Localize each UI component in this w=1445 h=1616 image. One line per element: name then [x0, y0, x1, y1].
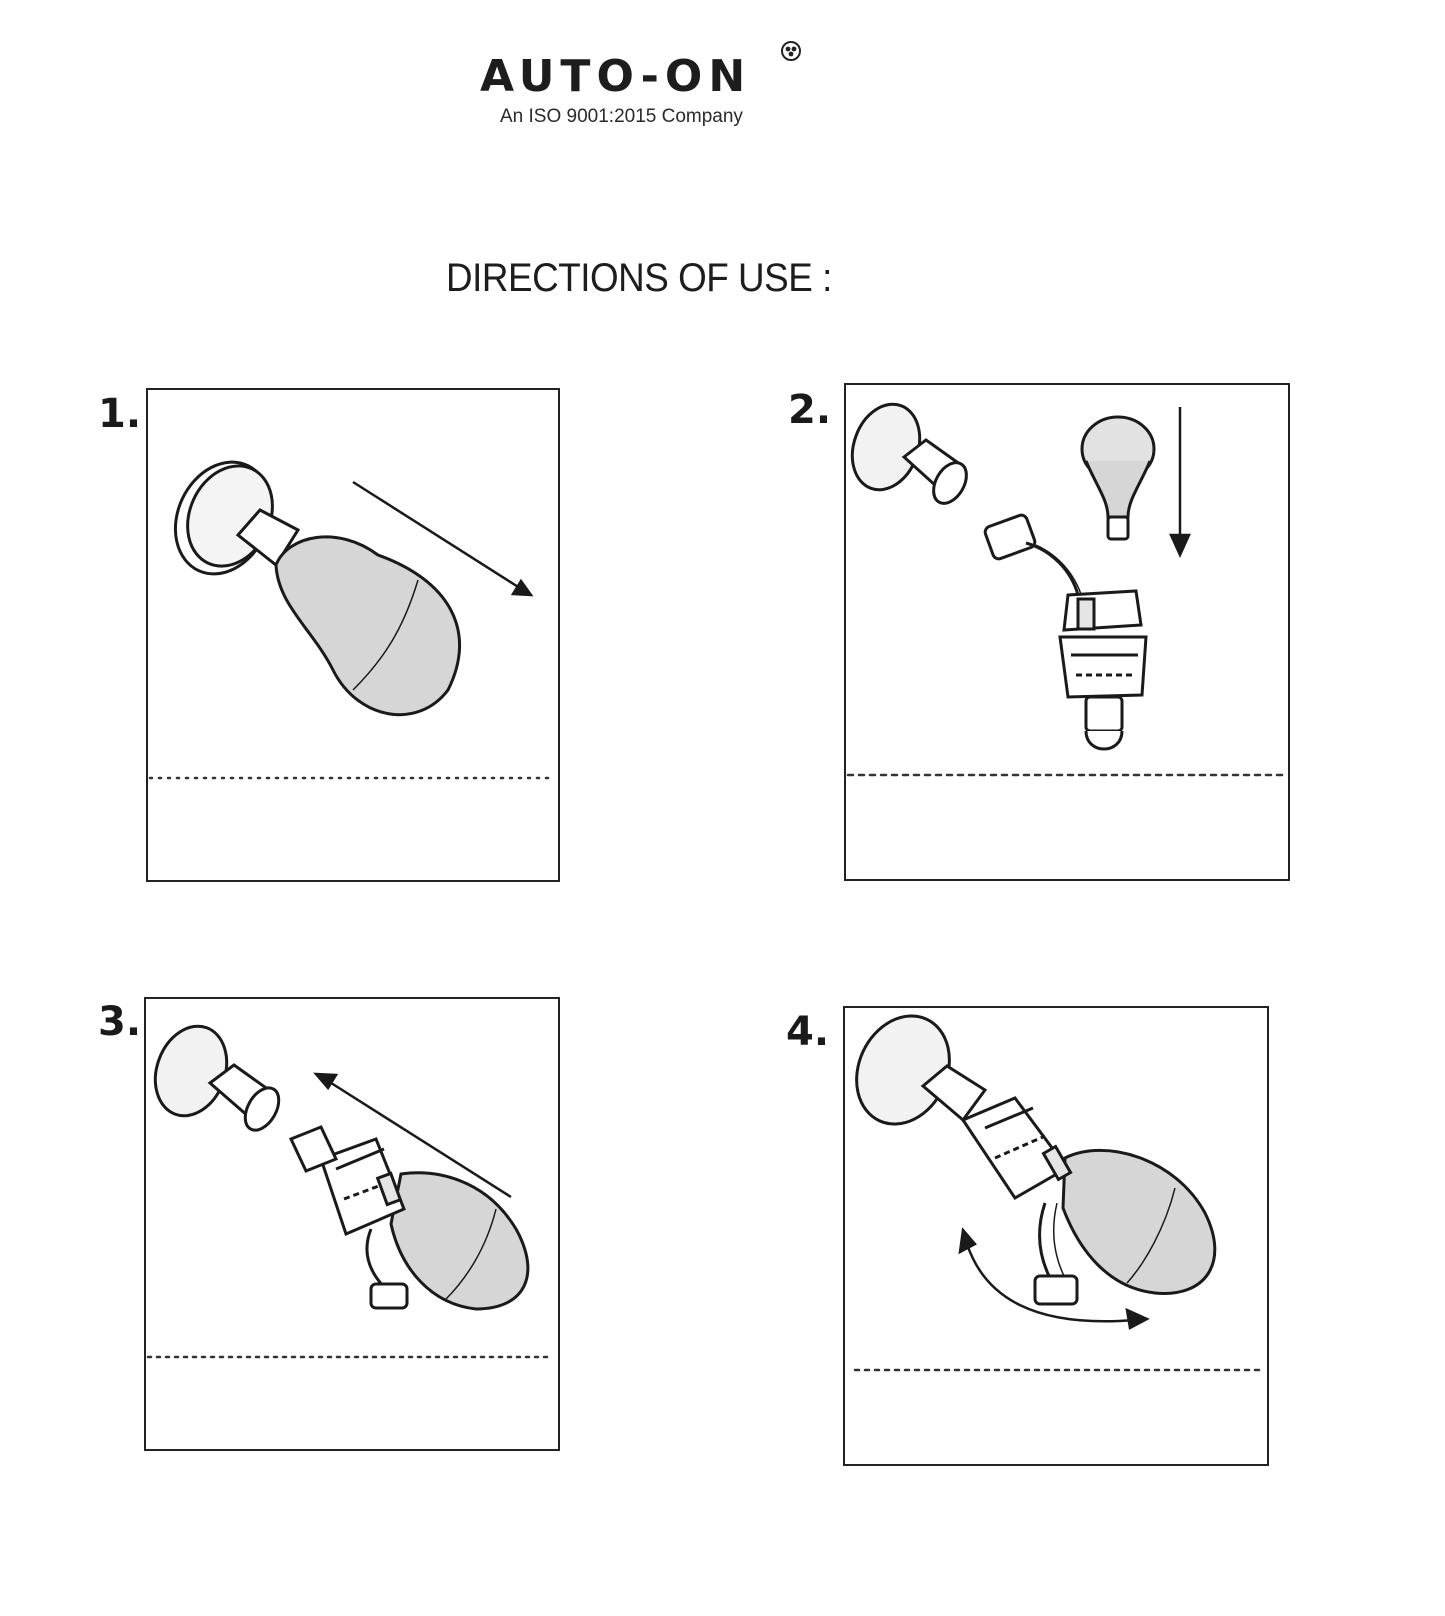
ceiling-holder-icon [146, 1016, 286, 1136]
led-bulb-icon [1082, 417, 1154, 539]
bulb-with-adapter-icon [963, 1098, 1215, 1304]
direction-arrow-icon [1171, 407, 1189, 555]
registered-mark-icon [780, 40, 802, 62]
brand-tagline: An ISO 9001:2015 Company [500, 106, 743, 127]
step-2-number: 2. [788, 387, 832, 433]
brand-name: AUTO-ON [480, 51, 752, 102]
step-2-drawing [846, 385, 1288, 879]
step-3-drawing [146, 999, 558, 1449]
auto-on-adapter-icon [984, 514, 1146, 749]
step-1-illustration [146, 388, 560, 882]
step-4-drawing [845, 1008, 1267, 1464]
step-3-number: 3. [98, 999, 142, 1045]
ceiling-holder-icon [846, 395, 973, 509]
led-bulb-icon [238, 510, 460, 715]
step-4-number: 4. [786, 1009, 830, 1055]
step-1-number: 1. [98, 391, 142, 437]
step-1-drawing [148, 390, 558, 880]
step-4-illustration [843, 1006, 1269, 1466]
bulb-with-adapter-icon [291, 1127, 528, 1309]
step-2-illustration [844, 383, 1290, 881]
brand-logo [480, 52, 820, 142]
page-title: DIRECTIONS OF USE : [446, 256, 832, 300]
step-3-illustration [144, 997, 560, 1451]
